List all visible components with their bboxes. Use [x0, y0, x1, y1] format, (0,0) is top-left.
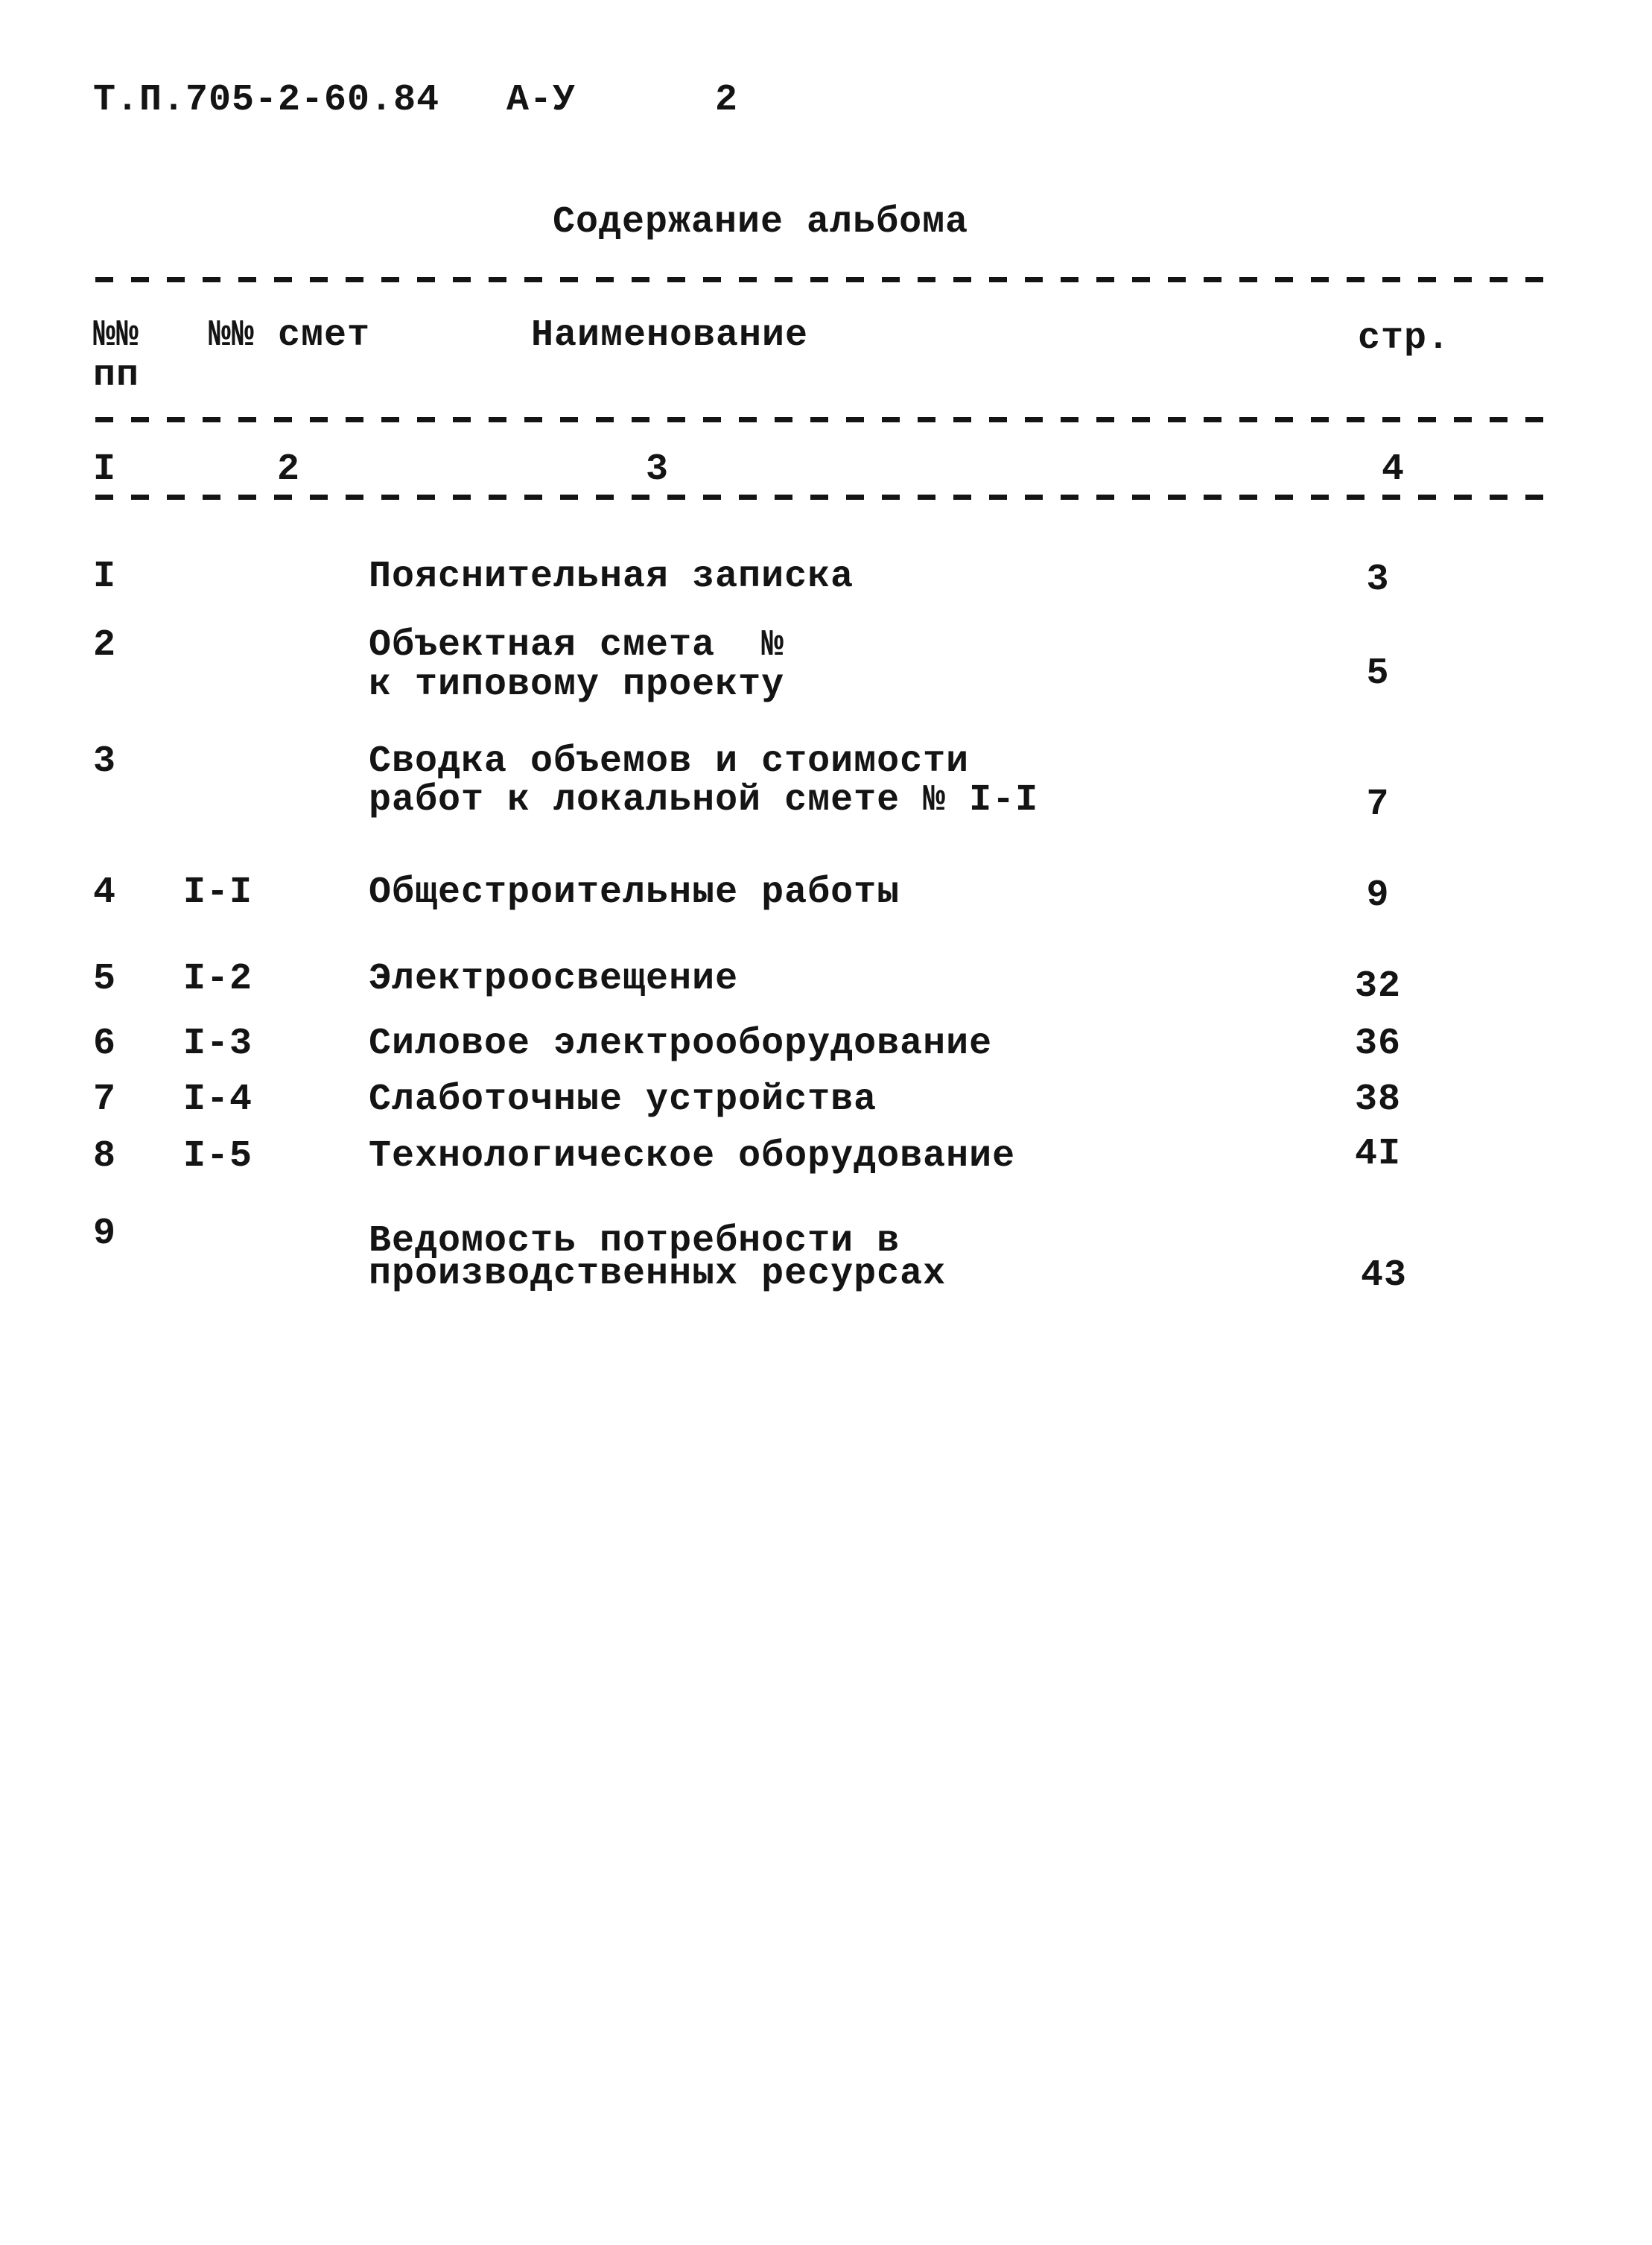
row-estimate: I-4 — [183, 1079, 253, 1121]
column-number: I — [93, 448, 117, 491]
column-header-num: №№ — [93, 314, 140, 357]
row-estimate: I-3 — [183, 1023, 253, 1065]
row-estimate: I-5 — [183, 1135, 253, 1178]
column-header-name: Наименование — [531, 314, 809, 357]
row-num: 5 — [93, 958, 117, 1000]
row-page: 43 — [1360, 1254, 1407, 1297]
row-name: Слаботочные устройства — [369, 1079, 877, 1121]
document-part: А-У — [506, 79, 576, 121]
row-name: Силовое электрооборудование — [369, 1023, 993, 1065]
column-header-page: стр. — [1358, 317, 1451, 360]
row-page: 9 — [1366, 874, 1390, 917]
row-name: Сводка объемов и стоимости — [369, 740, 970, 783]
column-header-estimate: №№ смет — [209, 314, 371, 357]
row-page: 7 — [1366, 784, 1390, 826]
divider — [95, 495, 1552, 500]
row-name: Общестроительные работы — [369, 871, 900, 914]
row-num: I — [93, 556, 117, 598]
row-page: 5 — [1366, 652, 1390, 695]
column-number: 2 — [277, 448, 301, 491]
row-page: 32 — [1354, 965, 1401, 1008]
row-name: Пояснительная записка — [369, 556, 854, 598]
row-name: Ведомость потребности в — [369, 1220, 900, 1263]
divider — [95, 277, 1552, 282]
row-num: 4 — [93, 871, 117, 914]
column-number: 4 — [1382, 448, 1405, 491]
row-page: 3 — [1366, 559, 1390, 601]
row-name: Электроосвещение — [369, 958, 739, 1000]
divider — [95, 417, 1552, 422]
row-estimate: I-I — [183, 871, 253, 914]
row-num: 3 — [93, 740, 117, 783]
row-name: производственных ресурсах — [369, 1253, 947, 1295]
row-num: 8 — [93, 1135, 117, 1178]
document-code: Т.П.705-2-60.84 — [93, 79, 440, 121]
row-num: 6 — [93, 1023, 117, 1065]
row-num: 2 — [93, 624, 117, 667]
page-title: Содержание альбома — [553, 201, 969, 244]
row-name: Объектная смета № — [369, 624, 785, 667]
column-number: 3 — [646, 448, 670, 491]
row-num: 9 — [93, 1213, 117, 1255]
row-page: 38 — [1354, 1079, 1401, 1121]
row-name: Технологическое оборудование — [369, 1135, 1016, 1178]
row-name: работ к локальной смете № I-I — [369, 779, 1039, 822]
row-page: 36 — [1354, 1023, 1401, 1065]
row-page: 4I — [1354, 1133, 1401, 1175]
row-estimate: I-2 — [183, 958, 253, 1000]
column-header-num-line2: пп — [93, 355, 140, 397]
page-number: 2 — [715, 79, 739, 121]
row-num: 7 — [93, 1079, 117, 1121]
row-name: к типовому проекту — [369, 664, 785, 706]
